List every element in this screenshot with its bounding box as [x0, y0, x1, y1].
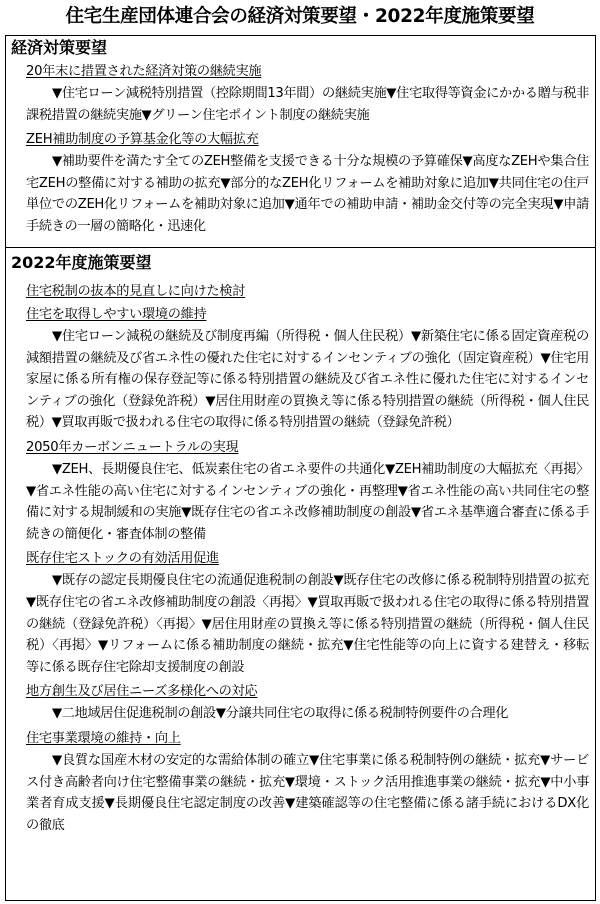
item-body: ▼住宅ローン減税特別措置（控除期間13年間）の継続実施▼住宅取得等資金にかかる贈与税非課税措置の継続実施▼グリーン住宅ポイント制度の継続実施 [26, 86, 589, 123]
content-frame [5, 35, 596, 901]
item-heading: 住宅を取得しやすい環境の維持 [26, 307, 207, 322]
item-body: ▼二地域居住促進税制の創設▼分譲共同住宅の取得に係る税制特例要件の合理化 [52, 706, 509, 722]
page-title: 住宅生産団体連合会の経済対策要望・2022年度施策要望 [65, 6, 535, 27]
item-body: ▼良質な国産木材の安定的な需給体制の確立▼住宅事業に係る税制特例の継続・拡充▼サービス付き高齢者向け住宅整備事業の継続・拡充▼環境・ストック活用推進事業の継続・拡充▼中小事業者育成支援▼長期優良住宅認定制度の改善▼建築確認等の住宅整備に係る諸手続におけるDX化の徹底 [26, 752, 589, 833]
section-fy2022-policy [6, 248, 595, 900]
section-economic-measures [6, 36, 595, 248]
item-body: ▼住宅ローン減税の継続及び制度再編（所得税・個人住民税）▼新築住宅に係る固定資産税の減額措置の継続及び省エネ性の優れた住宅に対するインセンティブの強化（固定資産税）▼住宅用家屋に係る所有権の保存登記等に係る特別措置の継続及び省エネ性に優れた住宅に対するインセンティブの強化（登録免許税）▼居住用財産の買換え等に係る特別措置の継続（所得税・個人住民税）▼買取再販で扱われる住宅の取得に係る特別措置の継続（登録免許税） [26, 329, 589, 431]
section-title: 2022年度施策要望 [11, 253, 152, 272]
item-body: ▼補助要件を満たす全てのZEH整備を支援できる十分な規模の予算確保▼高度なZEHや集合住宅ZEHの整備に対する補助の拡充▼部分的なZEH化リフォームを補助対象に追加▼共同住宅の住戸単位でのZEH化リフォームを補助対象に追加▼通年での補助申請・補助金交付等の完全実現▼申請手続きの一層の簡略化・迅速化 [26, 154, 589, 234]
item-heading: 2050年カーボンニュートラルの実現 [26, 439, 239, 455]
item-heading: 住宅税制の抜本的見直しに向けた検討 [26, 284, 246, 299]
item-body: ▼既存の認定長期優良住宅の流通促進税制の創設▼既存住宅の改修に係る税制特別措置の拡充▼既存住宅の省エネ改修補助制度の創設〈再掲〉▼買取再販で扱われる住宅の取得に係る特別措置の継続（登録免許税）〈再掲〉▼居住用財産の買換え等に係る特別措置の継続（所得税・個人住民税）〈再掲〉▼リフォームに係る補助制度の継続・拡充▼住宅性能等の向上に資する建替え・移転等に係る既存住宅除却支援制度の創設 [26, 573, 589, 675]
item-heading: 既存住宅ストックの有効活用促進 [26, 551, 219, 567]
item-body: ▼ZEH、長期優良住宅、低炭素住宅の省エネ要件の共通化▼ZEH補助制度の大幅拡充〈再掲〉▼省エネ性能の高い住宅に対するインセンティブの強化・再整理▼省エネ性能の高い共同住宅の整備に対する規制緩和の実施▼既存住宅の省エネ改修補助制度の創設▼省エネ基準適合審査に係る手続きの簡便化・審査体制の整備 [26, 461, 589, 542]
item-heading: 地方創生及び居住ニーズ多様化への対応 [26, 684, 258, 700]
section-title: 経済対策要望 [11, 38, 108, 57]
item-heading: 住宅事業環境の維持・向上 [26, 730, 181, 746]
item-heading: 20年末に措置された経済対策の継続実施 [26, 64, 262, 79]
item-heading: ZEH補助制度の予算基金化等の大幅拡充 [26, 132, 259, 148]
